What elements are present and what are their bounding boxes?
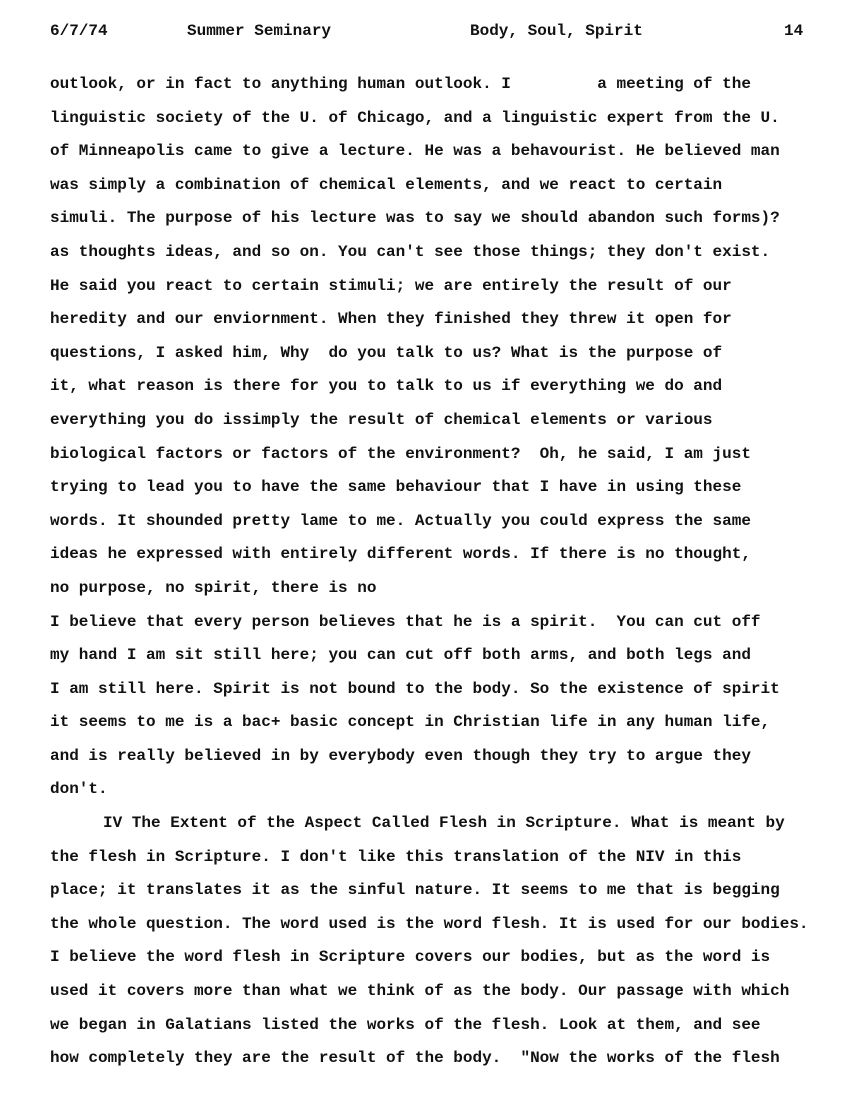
text-line: everything you do issimply the result of chemical elements or various — [50, 410, 713, 429]
text-line: it seems to me is a bac+ basic concept in Christian life in any human life, — [50, 713, 771, 732]
text-line: it, what reason is there for you to talk to us if everything we do and — [50, 377, 723, 396]
section-heading-line: IV The Extent of the Aspect Called Flesh in Scripture. What is meant by — [103, 814, 785, 833]
text-line: biological factors or factors of the environment? Oh, he said, I am just — [50, 444, 751, 463]
text-line: outlook, or in fact to anything human outlook. I a meeting of the — [50, 75, 751, 93]
header-page-number: 14 — [784, 22, 804, 40]
text-line: don't. — [50, 780, 108, 799]
text-line: linguistic society of the U. of Chicago, and a linguistic expert from the U. — [50, 108, 780, 127]
text-line: questions, I asked him, Why do you talk to us? What is the purpose of — [50, 343, 723, 362]
text-line: the flesh in Scripture. I don't like this translation of the NIV in this — [50, 847, 742, 866]
text-line: was simply a combination of chemical elements, and we react to certain — [50, 175, 723, 194]
text-line: we began in Galatians listed the works of the flesh. Look at them, and see — [50, 1015, 761, 1034]
page-header — [0, 22, 852, 46]
text-line: simuli. The purpose of his lecture was to say we should abandon such forms)? — [50, 209, 780, 228]
text-line: of Minneapolis came to give a lecture. He was a behavourist. He believed man — [50, 142, 780, 161]
text-line: as thoughts ideas, and so on. You can't see those things; they don't exist. — [50, 242, 771, 261]
text-line: I believe the word flesh in Scripture covers our bodies, but as the word is — [50, 948, 771, 967]
header-title: Body, Soul, Spirit — [470, 22, 643, 40]
header-seminar: Summer Seminary — [187, 22, 332, 40]
text-line: trying to lead you to have the same behaviour that I have in using these — [50, 478, 742, 497]
text-line: the whole question. The word used is the word flesh. It is used for our bodies. — [50, 914, 809, 933]
text-line: I am still here. Spirit is not bound to the body. So the existence of spirit — [50, 679, 780, 698]
text-line: no purpose, no spirit, there is no — [50, 578, 377, 597]
text-line: my hand I am sit still here; you can cut off both arms, and both legs and — [50, 646, 751, 665]
text-line: heredity and our enviornment. When they finished they threw it open for — [50, 310, 732, 329]
text-line: He said you react to certain stimuli; we are entirely the result of our — [50, 276, 732, 295]
header-date: 6/7/74 — [50, 22, 108, 40]
text-line: how completely they are the result of the body. "Now the works of the flesh — [50, 1049, 780, 1068]
text-line: place; it translates it as the sinful nature. It seems to me that is begging — [50, 881, 780, 900]
text-line: used it covers more than what we think of as the body. Our passage with which — [50, 982, 790, 1001]
text-line: words. It shounded pretty lame to me. Actually you could express the same — [50, 511, 751, 530]
text-line: ideas he expressed with entirely different words. If there is no thought, — [50, 545, 751, 564]
text-line: and is really believed in by everybody even though they try to argue they — [50, 746, 751, 765]
text-line: I believe that every person believes that he is a spirit. You can cut off — [50, 612, 761, 631]
body-text — [50, 72, 840, 1080]
